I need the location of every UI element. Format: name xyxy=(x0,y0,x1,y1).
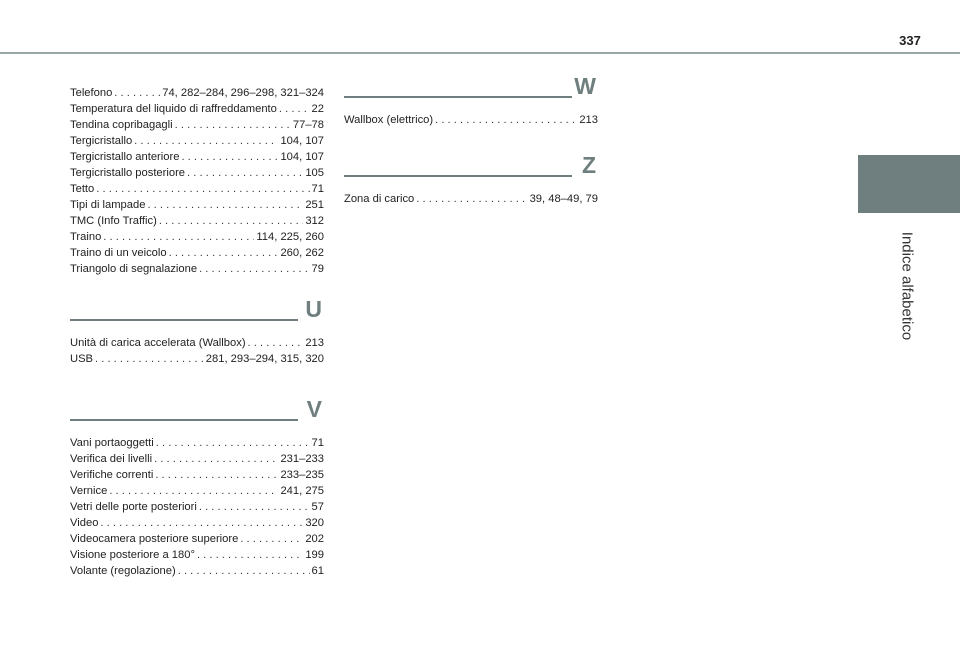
entry-label: Triangolo di segnalazione xyxy=(70,263,198,275)
entry-label: Tendina copribagagli xyxy=(70,119,173,131)
leader-dots xyxy=(159,213,304,229)
index-entry xyxy=(70,515,324,531)
entry-pages: 74, 282–284, 296–298, 321–324 xyxy=(162,87,324,99)
index-entry xyxy=(70,435,324,451)
entry-label: Vetri delle porte posteriori xyxy=(70,501,197,513)
leader-dots xyxy=(155,467,278,483)
index-column-right xyxy=(344,73,598,207)
entry-pages: 233–235 xyxy=(280,469,324,481)
entries-v xyxy=(70,435,324,579)
leader-dots xyxy=(175,117,291,133)
index-entry xyxy=(344,191,598,207)
section-header-v xyxy=(70,396,324,435)
entry-pages: 320 xyxy=(305,517,324,529)
index-entry xyxy=(70,229,324,245)
side-label-text: Indice alfabetico xyxy=(898,231,916,341)
leader-dots xyxy=(103,229,254,245)
index-entry xyxy=(70,101,324,117)
header-rule xyxy=(0,52,960,54)
index-entry xyxy=(70,261,324,277)
entry-pages: 241, 275 xyxy=(280,485,324,497)
entries-z xyxy=(344,191,598,207)
index-entry xyxy=(70,563,324,579)
entry-label: Tergicristallo posteriore xyxy=(70,167,186,179)
entry-pages: 213 xyxy=(305,337,324,349)
entry-pages: 231–233 xyxy=(280,453,324,465)
index-entry xyxy=(70,149,324,165)
entry-pages: 61 xyxy=(311,565,324,577)
section-tab xyxy=(858,155,960,213)
section-letter-w: W xyxy=(574,73,596,99)
index-entry xyxy=(70,451,324,467)
leader-dots xyxy=(416,191,527,207)
entry-label: TMC (Info Traffic) xyxy=(70,215,157,227)
entry-pages: 71 xyxy=(311,437,324,449)
entry-label: Wallbox (elettrico) xyxy=(344,114,434,126)
section-bar xyxy=(70,319,298,321)
entry-label: Vernice xyxy=(70,485,108,497)
entry-label: Tergicristallo anteriore xyxy=(70,151,180,163)
entry-pages: 105 xyxy=(305,167,324,179)
entry-label: Zona di carico xyxy=(344,193,415,205)
index-entry xyxy=(70,165,324,181)
entry-pages: 213 xyxy=(579,114,598,126)
entry-pages: 39, 48–49, 79 xyxy=(529,193,598,205)
index-entry xyxy=(70,133,324,149)
leader-dots xyxy=(435,112,577,128)
leader-dots xyxy=(156,435,310,451)
entry-pages: 22 xyxy=(311,103,324,115)
entry-label: Traino xyxy=(70,231,102,243)
section-bar xyxy=(344,96,572,98)
entry-pages: 202 xyxy=(305,533,324,545)
index-entry xyxy=(70,335,324,351)
leader-dots xyxy=(134,133,278,149)
entry-pages: 251 xyxy=(305,199,324,211)
entries-t xyxy=(70,85,324,277)
entry-pages: 77–78 xyxy=(292,119,324,131)
section-header-w xyxy=(344,73,598,112)
side-label xyxy=(897,216,917,356)
leader-dots xyxy=(100,515,303,531)
index-entry xyxy=(70,85,324,101)
entry-pages: 260, 262 xyxy=(280,247,324,259)
leader-dots xyxy=(96,181,309,197)
leader-dots xyxy=(240,531,303,547)
index-entry xyxy=(70,467,324,483)
entry-label: Tipi di lampade xyxy=(70,199,146,211)
entry-pages: 114, 225, 260 xyxy=(256,231,324,243)
section-header-z xyxy=(344,152,598,191)
index-entry xyxy=(70,117,324,133)
index-entry xyxy=(70,245,324,261)
entry-label: Verifiche correnti xyxy=(70,469,154,481)
entry-label: Verifica dei livelli xyxy=(70,453,153,465)
leader-dots xyxy=(199,499,310,515)
index-column-left xyxy=(70,85,324,579)
entry-label: Tergicristallo xyxy=(70,135,133,147)
entry-label: Tetto xyxy=(70,183,95,195)
leader-dots xyxy=(178,563,310,579)
leader-dots xyxy=(248,335,304,351)
index-entry xyxy=(70,483,324,499)
entry-label: Traino di un veicolo xyxy=(70,247,167,259)
entry-label: Video xyxy=(70,517,99,529)
entry-pages: 79 xyxy=(311,263,324,275)
section-letter-v: V xyxy=(306,396,322,422)
entry-label: Visione posteriore a 180° xyxy=(70,549,195,561)
leader-dots xyxy=(114,85,160,101)
leader-dots xyxy=(154,451,278,467)
section-bar xyxy=(344,175,572,177)
index-entry xyxy=(70,181,324,197)
leader-dots xyxy=(279,101,310,117)
section-letter-u: U xyxy=(305,296,322,322)
index-entry xyxy=(70,499,324,515)
section-letter-z: Z xyxy=(581,152,596,178)
entry-pages: 199 xyxy=(305,549,324,561)
leader-dots xyxy=(169,245,279,261)
entry-pages: 281, 293–294, 315, 320 xyxy=(205,353,324,365)
section-bar xyxy=(70,419,298,421)
leader-dots xyxy=(197,547,303,563)
page-number: 337 xyxy=(899,33,921,48)
entries-u xyxy=(70,335,324,367)
entry-label: Volante (regolazione) xyxy=(70,565,176,577)
entry-label: Unità di carica accelerata (Wallbox) xyxy=(70,337,246,349)
entry-label: USB xyxy=(70,353,94,365)
section-header-u xyxy=(70,296,324,335)
entry-label: Telefono xyxy=(70,87,113,99)
entries-w xyxy=(344,112,598,128)
entry-pages: 104, 107 xyxy=(280,151,324,163)
entry-pages: 71 xyxy=(311,183,324,195)
entry-label: Temperatura del liquido di raffreddamento xyxy=(70,103,277,115)
entry-label: Vani portaoggetti xyxy=(70,437,154,449)
leader-dots xyxy=(95,351,204,367)
leader-dots xyxy=(181,149,278,165)
index-entry xyxy=(70,213,324,229)
index-entry xyxy=(70,351,324,367)
index-entry xyxy=(70,197,324,213)
index-entry xyxy=(344,112,598,128)
leader-dots xyxy=(199,261,309,277)
entry-label: Videocamera posteriore superiore xyxy=(70,533,239,545)
index-entry xyxy=(70,547,324,563)
leader-dots xyxy=(147,197,303,213)
entry-pages: 312 xyxy=(305,215,324,227)
entry-pages: 104, 107 xyxy=(280,135,324,147)
index-entry xyxy=(70,531,324,547)
leader-dots xyxy=(109,483,278,499)
entry-pages: 57 xyxy=(311,501,324,513)
leader-dots xyxy=(187,165,303,181)
